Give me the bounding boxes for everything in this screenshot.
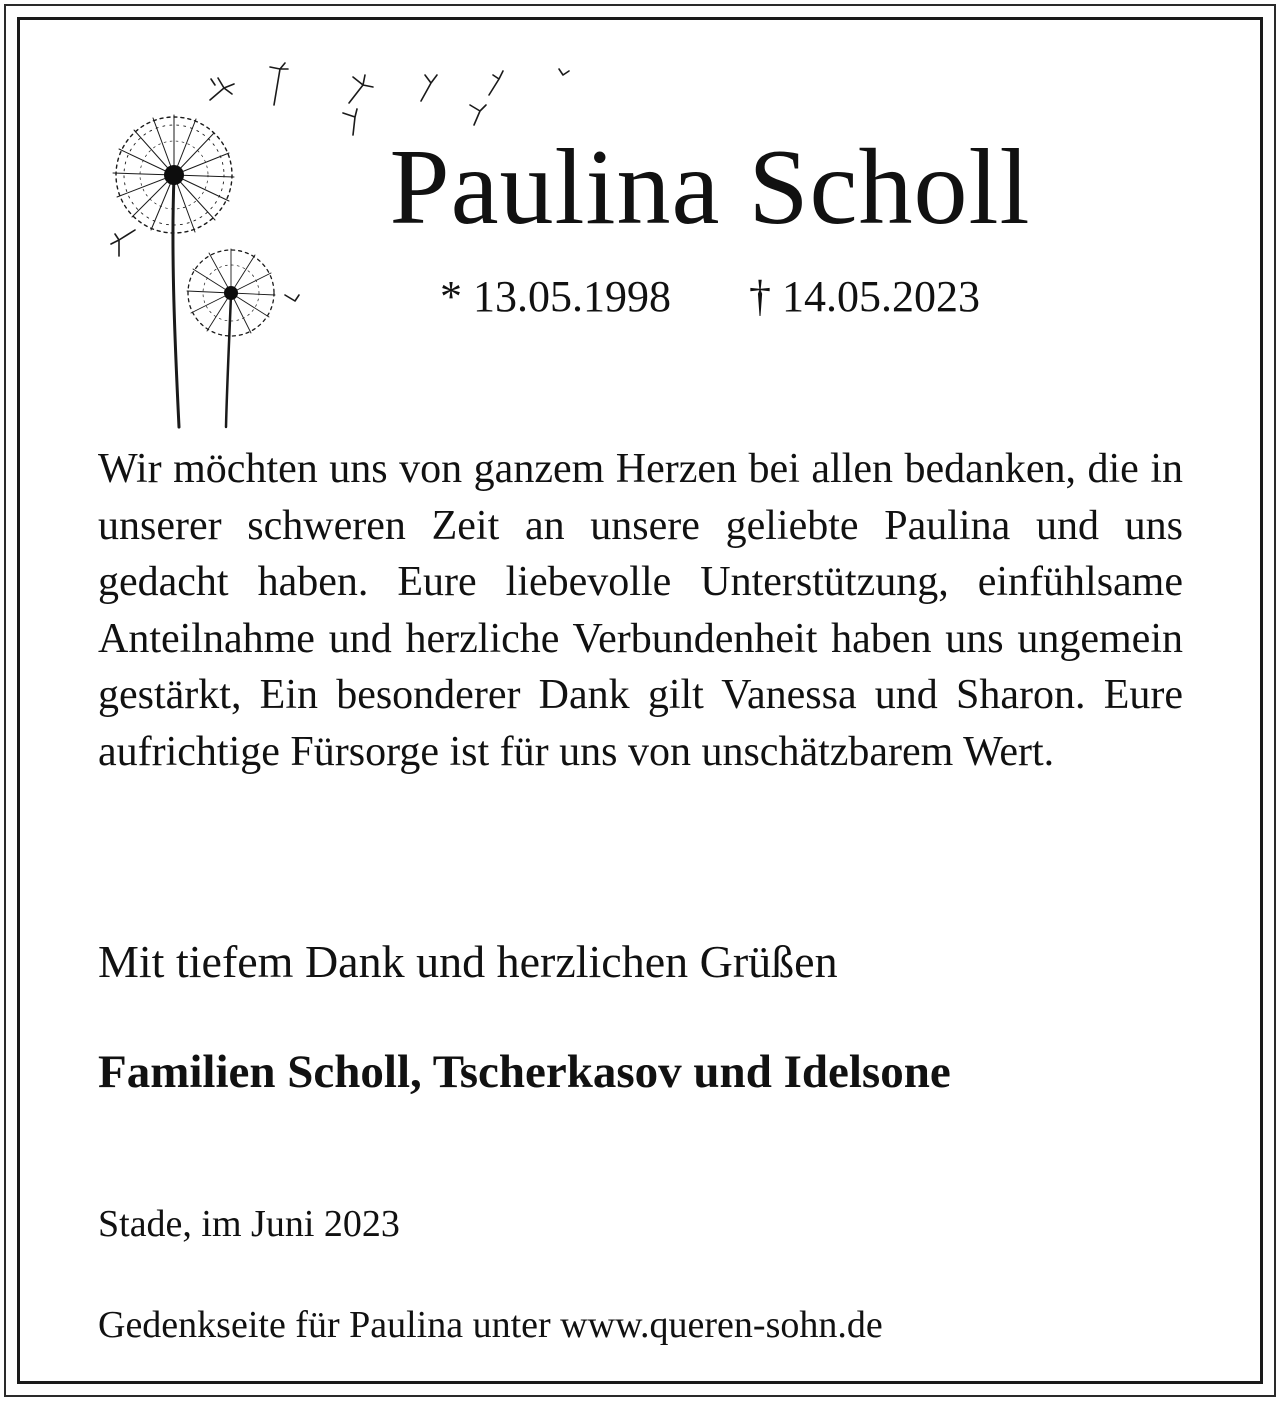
life-dates <box>250 272 1170 322</box>
death-date: † 14.05.2023 <box>749 272 980 321</box>
memorial-page-note: Gedenkseite für Paulina unter www.queren-sohn.de <box>98 1304 883 1346</box>
thank-you-text: Wir möchten uns von ganzem Herzen bei allen bedanken, die in unserer schweren Zeit an unsere geliebte Paulina und uns gedacht haben. Eure liebevolle Unterstützung, einfühlsame Anteilnahme und herzliche Verbundenheit haben uns ungemein gestärkt, Ein besonderer Dank gilt Vanessa und Sharon. Eure aufrichtige Fürsorge ist für uns von unschätzbarem Wert. <box>98 446 1183 775</box>
closing-greeting: Mit tiefem Dank und herzlichen Grüßen <box>98 936 838 987</box>
birth-date: * 13.05.1998 <box>440 272 671 321</box>
deceased-name: Paulina Scholl <box>389 128 1031 247</box>
family-signature: Familien Scholl, Tscherkasov und Idelsone <box>98 1046 951 1098</box>
place-and-date: Stade, im Juni 2023 <box>98 1203 400 1245</box>
